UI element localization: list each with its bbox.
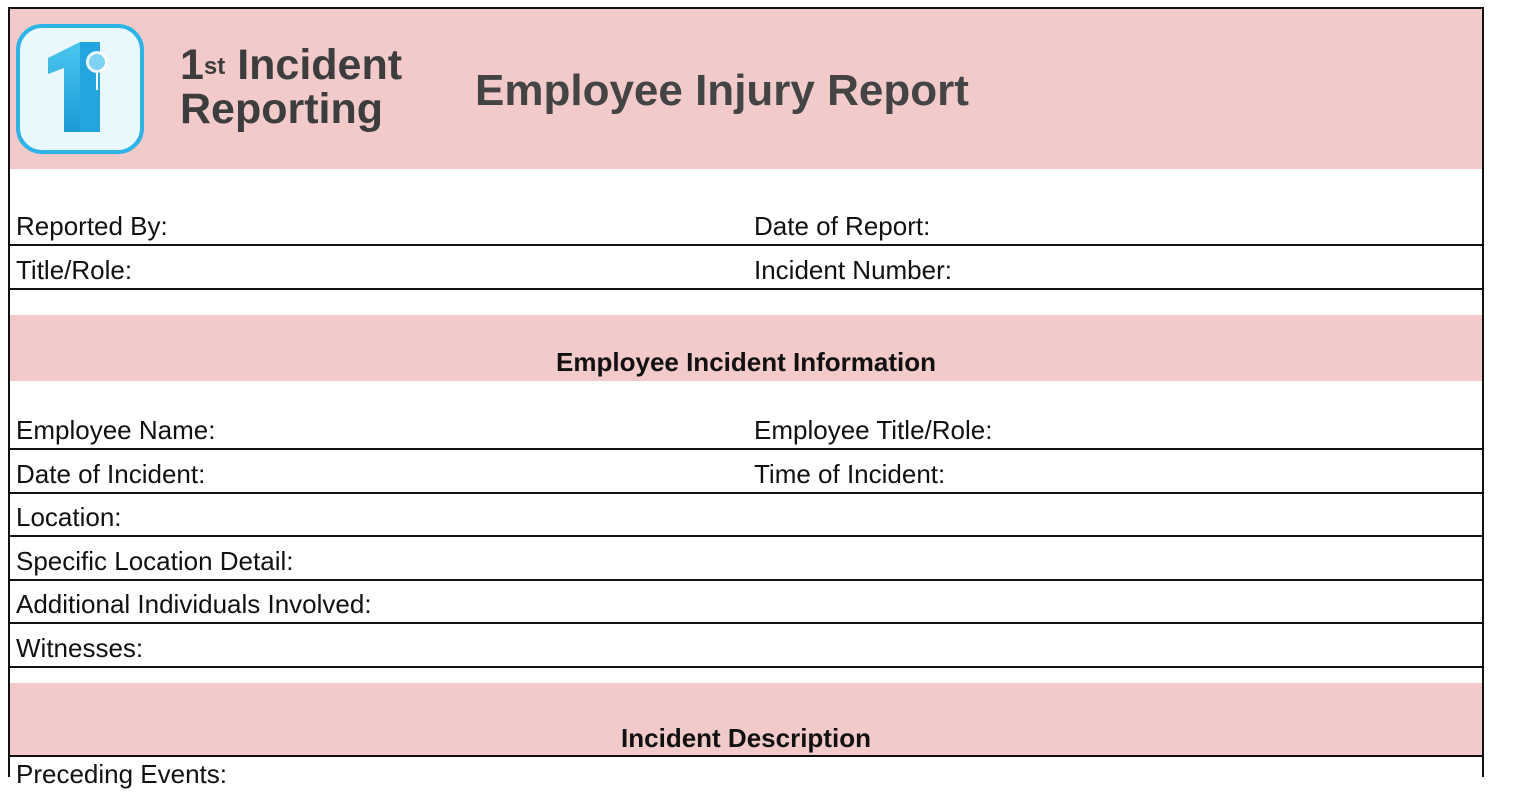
preceding-events-label: Preceding Events: (16, 759, 228, 789)
report-sheet (8, 7, 1484, 789)
time-of-incident-label: Time of Incident: (754, 459, 946, 489)
brand-number: 1 (180, 41, 204, 89)
description-section-heading: Incident Description (621, 723, 871, 753)
row-reported-by (10, 169, 1482, 246)
brand-name (180, 43, 402, 131)
additional-individuals-label: Additional Individuals Involved: (16, 589, 372, 619)
reported-by-label: Reported By: (16, 211, 168, 241)
row-location (10, 494, 1482, 537)
brand-line1: Incident (225, 41, 403, 89)
app-logo-icon (16, 24, 144, 154)
employee-section-band (10, 315, 1482, 381)
date-of-incident-label: Date of Incident: (16, 459, 206, 489)
specific-location-label: Specific Location Detail: (16, 546, 294, 576)
employee-name-label: Employee Name: (16, 415, 216, 445)
brand-line2: Reporting (180, 85, 384, 133)
description-section-band (10, 683, 1482, 757)
row-date-of-incident (10, 450, 1482, 494)
report-title: Employee Injury Report (475, 66, 969, 115)
incident-number-label: Incident Number: (754, 255, 952, 285)
row-witnesses (10, 624, 1482, 668)
brand-superscript: st (203, 53, 226, 80)
row-employee-name (10, 381, 1482, 450)
report-header (10, 9, 1482, 169)
employee-section-heading: Employee Incident Information (556, 347, 936, 377)
witnesses-label: Witnesses: (16, 633, 144, 663)
row-preceding-events (10, 757, 1482, 797)
location-label: Location: (16, 502, 122, 532)
title-role-label: Title/Role: (16, 255, 133, 285)
date-of-report-label: Date of Report: (754, 211, 931, 241)
row-additional-individuals (10, 581, 1482, 624)
employee-title-role-label: Employee Title/Role: (754, 415, 993, 445)
row-title-role (10, 246, 1482, 290)
row-specific-location (10, 537, 1482, 581)
